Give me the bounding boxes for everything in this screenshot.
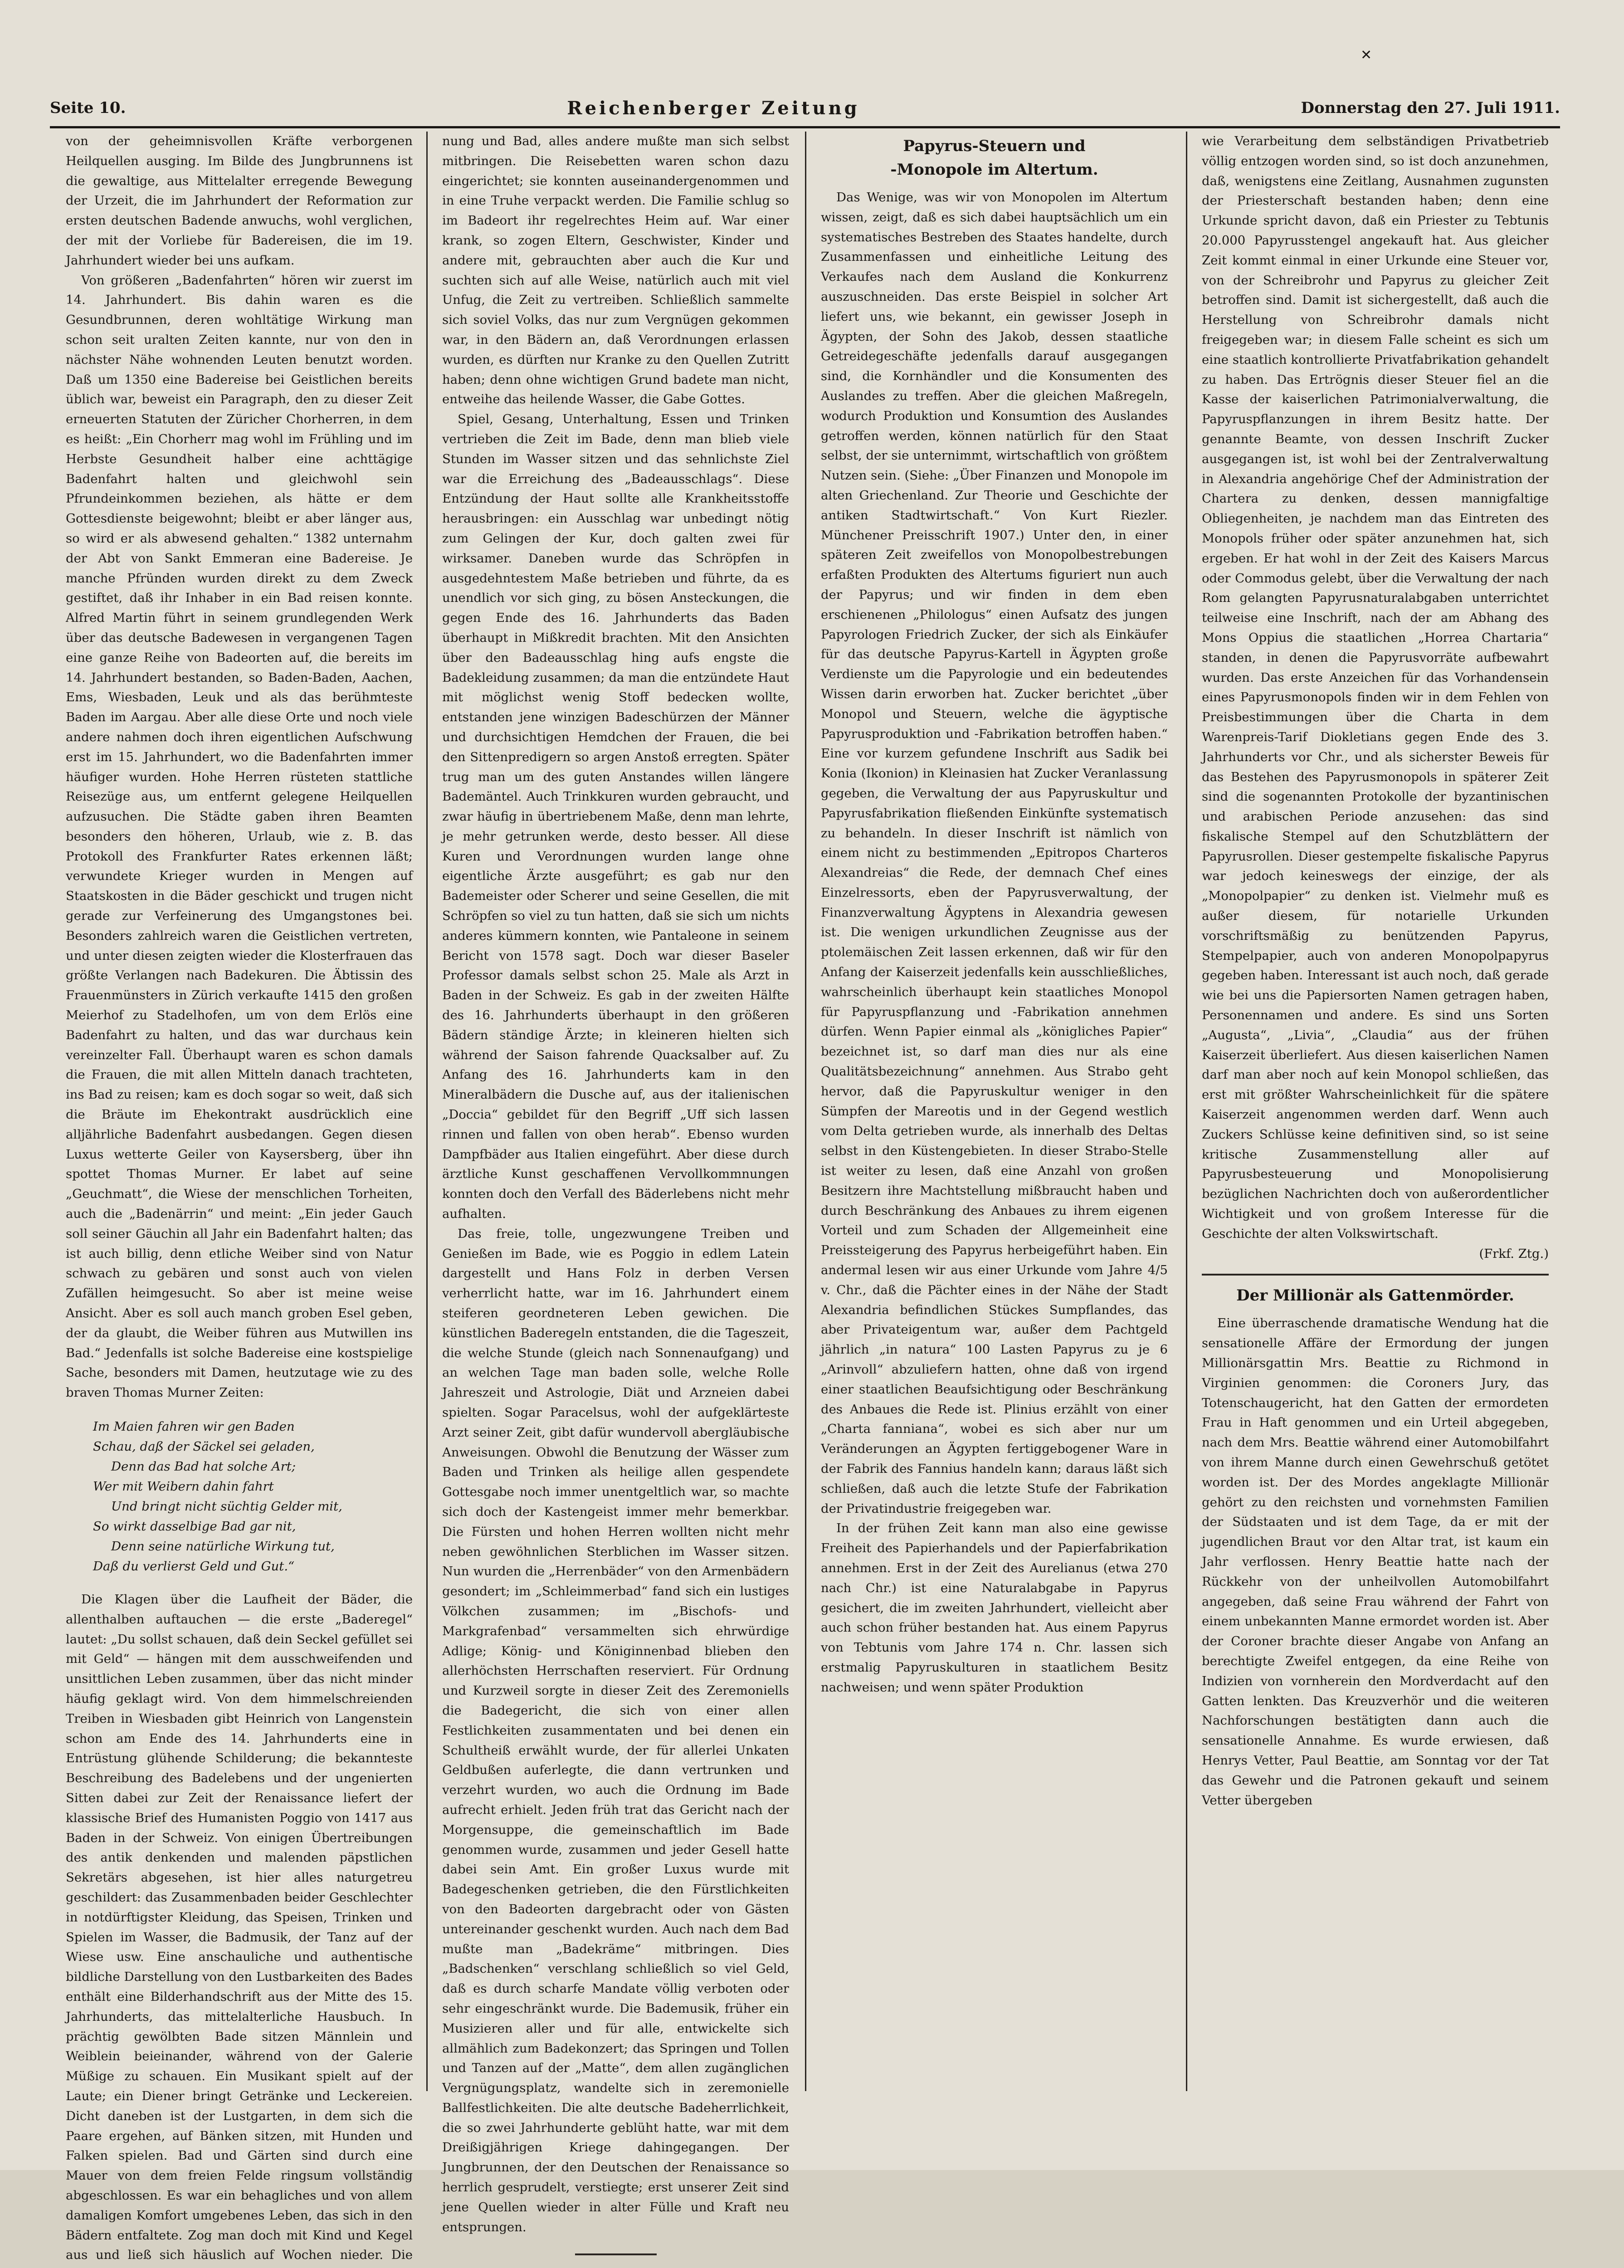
article-paragraph: wie Verarbeitung dem selbständigen Privatbetrieb völlig entzogen worden sind, so ist doch anzunehmen, daß, wenigstens eine Zeitlang, Ausnahmen zugunsten der Priesterschaft bestanden haben; denn eine Urkunde spricht davon, daß ein Priester zu Tebtunis 20.000 Papyrusstengel angekauft hat. Aus gleicher Zeit kommt einmal in einer Urkunde eine Steuer vor, von der Schreibrohr und Papyrus zu gleicher Zeit betroffen sind. Damit ist sichergestellt, daß auch die Herstellung von Schreibrohr damals nicht freigegeben war; in diesem Falle scheint es sich um eine staatlich kontrollierte Privatfabrikation gehandelt zu haben. Das Ertrögnis dieser Steuer fiel an die Kasse der kaiserlichen Patrimonialverwaltung, die Papyruspflanzungen in ihrem Besitz hatte. Der genannte Beamte, von dessen Inschrift Zucker ausgegangen ist, ist wohl bei der Zentralverwaltung in Alexandria angehörige Chef der Administration der Chartera zu denken, dessen mannigfaltige Obliegenheiten, je nachdem man das Eintreten des Monopols früher oder später anzunehmen hat, sich ergeben. Er hat wohl in der Zeit des Kaisers Marcus oder Commodus gelebt, über die Verwaltung der nach Rom gelangten Papyrusnaturalabgaben unterrichtet teilweise eine Inschrift, nach der am Abhang des Mons Oppius die staatlichen „Horrea Chartaria“ standen, in denen die Papyrusvorräte aufbewahrt wurden. Das erste Anzeichen für das Vorhandensein eines Papyrusmonopols finden wir in dem Fehlen von Preisbestimmungen über die Charta in dem Warenpreis-Tarif Diokletians gegen Ende des 3. Jahrhunderts vor Chr., und als sicherster Beweis für das Bestehen des Papyrusmonopols in späterer Zeit sind die sogenannten Protokolle der byzantinischen und arabischen Periode anzusehen: das sind fiskalische Stempel auf den Schutzblättern der Papyrusrollen. Dieser gestempelte fiskalische Papyrus war jedoch keineswegs der einzige, der als „Monopolpapier“ zu denken ist. Vielmehr muß es außer diesem, für notarielle Urkunden vorschriftsmäßig zu benützenden Papyrus, Stempelpapier, auch von anderen Monopolpapyrus gegeben haben. Interessant ist auch noch, daß gerade wie bei uns die Papiersorten Namen getragen haben, Personennamen und andere. Es sind uns Sorten „Augusta“, „Livia“, „Claudia“ aus der frühen Kaiserzeit überliefert. Aus diesen kaiserlichen Namen darf man aber noch auf kein Monopol schließen, das erst mit größter Wahrscheinlichkeit für die spätere Kaiserzeit angenommen werden darf. Wenn auch Zuckers Schlüsse keine definitiven sind, so ist seine kritische Zusammenstellung aller auf Papyrusbesteuerung und Monopolisierung bezüglichen Nachrichten doch von außerordentlicher Wichtigkeit und von großem Interesse für die Geschichte der alten Volkswirtschaft.	[1202, 134, 1549, 1241]
poem-line: Denn das Bad hat solche Art;	[111, 1459, 296, 1474]
article-paragraph: Das freie, tolle, ungezwungene Treiben und Genießen im Bade, wie es Poggio in edlem Latein dargestellt und Hans Folz in derben Versen verherrlicht hatte, war im 16. Jahrhundert einem steiferen geordneteren Leben gewichen. Die künstlichen Baderegeln entstanden, die die Tageszeit, die welche Stunde (gleich nach Sonnenaufgang) und an welchen Tage man baden solle, welche Rolle Jahreszeit und Astrologie, Diät und Arzneien dabei spielten. Sogar Paracelsus, wohl der aufgeklärteste Arzt seiner Zeit, gibt dafür wundervoll abergläubische Anweisungen. Obwohl die Benutzung der Wässer zum Baden und Trinken als heilige allen gespendete Gottesgabe noch immer unentgeltlich war, so machte sich doch der Kastengeist immer mehr bemerkbar. Die Fürsten und hohen Herren wollten nicht mehr neben gewöhnlichen Sterblichen im Wasser sitzen. Nun wurden die „Herrenbäder“ von den Armenbädern gesondert; im „Schleimmerbad“ fand sich ein lustiges Völkchen zusammen; im „Bischofs- und Markgrafenbad“ versammelten sich ehrwürdige Adlige; König- und Königinnenbad blieben den allerhöchsten Herrschaften reserviert. Für Ordnung und Kurzweil sorgte in dieser Zeit des Zeremoniells die Badegericht, die sich von einer allen Festlichkeiten zusammentaten und bei denen ein Schultheiß erwählt wurde, der für allerlei Unkaten Geldbußen auferlegte, die dann vertrunken und verzehrt wurden, wo auch die Ordnung im Bade aufrecht erhielt. Jeden früh trat das Gericht nach der Morgensuppe, die gemeinschaftlich im Bade genommen wurde, zusammen und jeder Gesell hatte dabei sein Amt. Ein großer Luxus wurde mit Badegeschenken getrieben, die den Fürstlichkeiten von den Badeorten dargebracht oder von Gästen untereinander geschenkt wurden. Auch nach dem Bad mußte man „Badekräme“ mitbringen. Dies „Badschenken“ verschlang schließlich so viel Geld, daß es durch scharfe Mandate völlig verboten oder sehr eingeschränkt wurde. Die Bademusik, früher ein Musizieren aller und für alle, entwickelte sich allmählich zum Badekonzert; das Springen und Tollen und Tanzen auf der „Matte“, dem allen zugänglichen Vergnügungsplatz, wandelte sich in zeremonielle Ballfestlichkeiten. Die alte deutsche Badeherrlichkeit, die so zwei Jahrhunderte geblüht hatte, war mit dem Dreißigjährigen Kriege dahingegangen. Der Jungbrunnen, der den Deutschen der Renaissance so herrlich gesprudelt, verstiegte; erst unserer Zeit sind jene Quellen wieder in alter Fülle und Kraft neu entsprungen.	[442, 1226, 789, 2234]
article-headline: Der Millionär als Gattenmörder.	[1236, 1286, 1514, 1305]
poem-line: So wirkt dasselbige Bad gar nit,	[93, 1519, 296, 1534]
column-rule	[426, 132, 428, 2091]
poem-line: Schau, daß der Säckel sei geladen,	[93, 1439, 315, 1454]
article-paragraph: Spiel, Gesang, Unterhaltung, Essen und Trinken vertrieben die Zeit im Bade, denn man blieb viele Stunden im Wasser sitzen und das sehnlichste Ziel war die Erreichung des „Badeausschlags“. Diese Entzündung der Haut sollte alle Krankheitsstoffe herausbringen: ein Ausschlag war unbedingt nötig zum Gelingen der Kur, doch galten zwei für wirksamer. Daneben wurde das Schröpfen in ausgedehntestem Maße betrieben und führte, da es unendlich vor sich ging, zu bösen Ansteckungen, die gegen Ende des 16. Jahrhunderts das Baden überhaupt in Mißkredit brachten. Mit den Ansichten über den Badeausschlag hing aufs engste die Badekleidung zusammen; da man die entzündete Haut mit möglichst wenig Stoff bedecken wollte, entstanden jene winzigen Badeschürzen der Männer und durchsichtigen Hemdchen der Frauen, die bei den Sittenpredigern so argen Anstoß erregten. Später trug man um des guten Anstandes willen längere Bademäntel. Auch Trinkkuren wurden gebraucht, und zwar häufig in übertriebenem Maße, denn man lehrte, je mehr getrunken werde, desto besser. All diese Kuren und Verordnungen wurden lange ohne eigentliche Ärzte ausgeführt; es gab nur den Bademeister oder Scherer und seine Gesellen, die mit Schröpfen so viel zu tun hatten, daß sie sich um nichts anderes kümmern konnten, wie Pantaleone in seinem Bericht von 1578 sagt. Doch war dieser Baseler Professor damals selbst schon 25. Male als Arzt in Baden in der Schweiz. Es gab in der zweiten Hälfte des 16. Jahrhunderts überhaupt in den größeren Bädern ständige Ärzte; in kleineren hielten sich während der Saison fahrende Quacksalber auf. Zu Anfang des 16. Jahrhunderts kam in den Mineralbädern die Dusche auf, aus der italienischen „Doccia“ gebildet für den Begriff „Uff sich lassen rinnen und fallen von oben herab“. Ebenso wurden Dampfbäder aus Italien eingeführt. Aber diese durch ärztliche Kunst geschaffenen Vervollkommnungen konnten doch den Verfall des Bäderlebens nicht mehr aufhalten.	[442, 412, 789, 1222]
headline-line: -Monopole im Altertum.	[890, 161, 1098, 179]
poem-line: Daß du verlierst Geld und Gut.“	[93, 1559, 295, 1574]
article-paragraph: nung und Bad, alles andere mußte man sich selbst mitbringen. Die Reisebetten waren schon dazu eingerichtet; sie konnten auseinandergenommen und in eine Truhe verpackt werden. Die Familie schlug so im Badeort ihr regelrechtes Heim auf. War einer krank, so zogen Eltern, Geschwister, Kinder und andere mit, gebrauchten aber auch die Kur und suchten sich auf alle Weise, natürlich auch mit viel Unfug, die Zeit zu vertreiben. Schließlich sammelte sich soviel Volks, das nur zum Vergnügen gekommen war, in den Bädern an, daß Verordnungen erlassen wurden, es dürften nur Kranke zu den Quellen Zutritt haben; denn ohne wichtigen Grund badete man nicht, entweihe das heilende Wasser, die Gabe Gottes.	[442, 134, 789, 407]
article-separator	[1202, 1274, 1549, 1276]
page-number: Seite 10.	[50, 99, 126, 117]
column-rule	[805, 132, 806, 2091]
poem-quote	[93, 1417, 413, 1576]
poem-line: Und bringt nicht süchtig Gelder mit,	[111, 1499, 342, 1514]
article-headline	[821, 134, 1168, 181]
column-4	[1202, 132, 1549, 2109]
page-header	[50, 94, 1560, 122]
headline-line: Papyrus-Steuern und	[903, 137, 1086, 155]
article-paragraph: Eine überraschende dramatische Wendung hat die sensationelle Affäre der Ermordung der jungen Millionärsgattin Mrs. Beattie zu Richmond in Virginien genommen: die Coroners Jury, das Totenschaugericht, hat den Gatten der ermordeten Frau in Haft genommen und ein Urteil abgegeben, nach dem Mrs. Beattie während einer Automobilfahrt von ihrem Manne durch einen Gewehrschuß getötet worden ist. Der des Mordes angeklagte Millionär gehört zu den reichsten und vornehmsten Familien der Südstaaten und ist dem Tage, da er mit der jugendlichen Braut vor den Altar trat, ist kaum ein Jahr verflossen. Henry Beattie hatte nach der Rückkehr von der unheilvollen Automobilfahrt angegeben, daß seine Frau während der Fahrt von einem unbekannten Manne ermordet worden ist. Aber der Coroner brachte dieser Angabe von Anfang an berechtigte Zweifel entgegen, da eine Reihe von Indizien von vornherein den Mordverdacht auf den Gatten lenkten. Das Kreuzverhör und die weiteren Nachforschungen bestätigten dann auch die sensationelle Annahme. Es wurde erwiesen, daß Henrys Vetter, Paul Beattie, am Sonntag vor der Tat das Gewehr und die Patronen gekauft und seinem Vetter übergeben	[1202, 1316, 1549, 1808]
poem-line: Wer mit Weibern dahin fahrt	[93, 1479, 274, 1494]
article-paragraph: Von größeren „Badenfahrten“ hören wir zuerst im 14. Jahrhundert. Bis dahin waren es die Gesundbrunnen, deren wohltätige Wirkung man schon seit uralten Zeiten kannte, nur von den in nächster Nähe wohnenden Leuten benutzt worden. Daß um 1350 eine Badereise bei Geistlichen bereits üblich war, beweist ein Paragraph, den zu dieser Zeit erneuerten Statuten der Züricher Chorherren, in dem es heißt: „Ein Chorherr mag wohl im Frühling und im Herbste Gesundheit halber eine achttägige Badenfahrt halten und gleichwohl sein Pfrundeinkommen beziehen, als hätte er dem Gottesdienste beigewohnt; bleibt er aber länger aus, so wird er als abwesend gehalten.“ 1382 unternahm der Abt von Sankt Emmeran eine Badereise. Je manche Pfründen wurden direkt zu dem Zweck gestiftet, daß ihr Inhaber in ein Bad reisen konnte. Alfred Martin führt in seinem grundlegenden Werk über das deutsche Badewesen in vergangenen Tagen eine ganze Reihe von Badeorten auf, die bereits im 14. Jahrhundert bestanden, so Baden-Baden, Aachen, Ems, Wiesbaden, Leuk und als das berühmteste Baden im Aargau. Aber alle diese Orte und noch viele andere nahmen doch ihren eigentlichen Aufschwung erst im 15. Jahrhundert, wo die Badenfahrten immer häufiger wurden. Hohe Herren rüsteten stattliche Reisezüge aus, um entfernt gelegene Heilquellen aufzusuchen. Die Städte gaben ihren Beamten besonders den höheren, Urlaub, wie z. B. das Protokoll des Frankfurter Rates erkennen läßt; verwundete Krieger wurden in Mengen auf Staatskosten in die Bäder geschickt und trugen nicht gerade zur Verfeinerung des Umgangstones bei. Besonders zahlreich waren die Geistlichen vertreten, und unter diesen zeigten wieder die Klosterfrauen das größte Verlangen nach Badekuren. Die Äbtissin des Frauenmünsters in Zürich verkaufte 1415 den großen Meierhof zu Stadelhofen, um von dem Erlös eine Badenfahrt zu halten, und das war durchaus kein vereinzelter Fall. Überhaupt waren es schon damals die Frauen, die mit allen Mitteln danach trachteten, ins Bad zu reisen; kam es doch sogar so weit, daß sich die Bräute im Ehekontrakt ausdrücklich eine alljährliche Badenfahrt ausbedangen. Gegen diesen Luxus wetterte Geiler von Kaysersberg, über ihn spottet Thomas Murner. Er labet auf seine „Geuchmatt“, die Wiese der menschlichen Torheiten, auch die „Badenärrin“ und meint: „Ein jeder Gauch soll seiner Gäuchin all Jahr ein Badenfahrt halten; das ist auch billig, denn etliche Weiber sind von Natur schwach zu gebären und sonst auch von vielen Zufällen heimgesucht. So aber ist meine weise Ansicht. Aber es soll auch manch groben Esel geben, der da glaubt, die Weiber führen aus Mutwillen ins Bad.“ Jedenfalls ist solche Badereise eine kostspielige Sache, besonders mit Damen, heutzutage wie zu des braven Thomas Murner Zeiten:	[66, 273, 413, 1400]
poem-line: Denn seine natürliche Wirkung tut,	[111, 1539, 335, 1554]
article-paragraph: In der frühen Zeit kann man also eine gewisse Freiheit des Papierhandels und der Papierfabrikation annehmen. Erst in der Zeit des Aurelianus (etwa 270 nach Chr.) ist eine Naturalabgabe in Papyrus gesichert, die im zweiten Jahrhundert, vielleicht aber auch schon früher bestanden hat. Aus einem Papyrus von Tebtunis vom Jahre 174 n. Chr. lassen sich erstmalig Papyruskulturen in staatlichem Besitz nachweisen; und wenn später Produktion	[821, 1521, 1168, 1695]
column-3	[821, 132, 1168, 2109]
article-paragraph: von der geheimnisvollen Kräfte verborgenen Heilquellen ausging. Im Bilde des Jungbrunnens ist die gewaltige, aus Mittelalter erregende Bewegung der Urzeit, die im Jahrhundert der Reformation zur ersten deutschen Badende anwuchs, wohl verglichen, der mit der Vorliebe für Badereisen, die im 19. Jahrhundert wieder bei uns aufkam.	[66, 134, 413, 268]
article-end-rule	[575, 2253, 657, 2255]
source-credit: (Frkf. Ztg.)	[1479, 1246, 1549, 1261]
corner-mark: ✕	[1361, 47, 1372, 63]
newspaper-title: Reichenberger Zeitung	[567, 97, 860, 119]
column-rule	[1186, 132, 1187, 2091]
column-1	[66, 132, 413, 2263]
article-paragraph: Die Klagen über die Laufheit der Bäder, die allenthalben auftauchen — die erste „Baderegel“ lautet: „Du sollst schauen, daß dein Seckel gefüllet sei mit Geld“ — hängen mit dem ausschweifenden und unsittlichen Leben zusammen, über das nicht minder häufig geklagt wird. Von dem himmelschreienden Treiben in Wiesbaden gibt Heinrich von Langenstein schon am Ende des 14. Jahrhunderts eine in Entrüstung glühende Schilderung; die bekannteste Beschreibung des Badelebens und der ungenierten Sitten dabei zur Zeit der Renaissance liefert der klassische Brief des Humanisten Poggio von 1417 aus Baden in der Schweiz. Von einigen Übertreibungen des antik denkenden und malenden päpstlichen Sekretärs abgesehen, ist hier alles naturgetreu geschildert: das Zusammenbaden beider Geschlechter in notdürftigster Kleidung, das Speisen, Trinken und Spielen im Wasser, die Badmusik, der Tanz auf der Wiese usw. Eine anschauliche und authentische bildliche Darstellung von den Lustbarkeiten des Bades enthält eine Bilderhandschrift aus der Mitte des 15. Jahrhunderts, das mittelalterliche Hausbuch. In prächtig gewölbten Bade sitzen Männlein und Weiblein beieinander, während von der Galerie Müßige zu schauen. Ein Musikant spielt auf der Laute; ein Diener bringt Getränke und Leckereien. Dicht daneben ist der Lustgarten, in dem sich die Paare ergehen, auf Bänken sitzen, mit Hunden und Falken spielen. Bad und Gärten sind durch eine Mauer von dem freien Felde ringsum vollständig abgeschlossen. Es war ein behagliches und von allem damaligen Komfort umgebenes Leben, das sich in den Bädern entfaltete. Zog man doch mit Kind und Kegel aus und ließ sich häuslich auf Wochen nieder. Die	[66, 1592, 413, 2263]
article-paragraph: Das Wenige, was wir von Monopolen im Altertum wissen, zeigt, daß es sich dabei hauptsächlich um ein systematisches Bestreben des Staates handelte, durch Zusammenfassen und einheitliche Leitung des Verkaufes nach dem Ausland die Konkurrenz auszuschneiden. Das erste Beispiel in solcher Art liefert uns, wie bekannt, ein gewisser Joseph in Ägypten, der Sohn des Jakob, dessen staatliche Getreidegeschäfte jedenfalls darauf ausgegangen sind, die Kornhändler und die Konsumenten des Auslandes zu treffen. Aber die gleichen Maßregeln, wodurch Produktion und Konsumtion des Auslandes getroffen werden, können natürlich für den Staat selbst, der sie unternimmt, wirtschaftlich von größtem Nutzen sein. (Siehe: „Über Finanzen und Monopole im alten Griechenland. Zur Theorie und Geschichte der antiken Stadtwirtschaft.“ Von Kurt Riezler. Münchener Preisschrift 1907.) Unter den, in einer späteren Zeit zweifellos von Monopolbestrebungen erfaßten Produkten des Altertums figuriert nun auch der Papyrus; und wir finden in dem eben erschienenen „Philologus“ einen Aufsatz des jungen Papyrologen Friedrich Zucker, der sich als Einkäufer für das deutsche Papyrus-Kartell in Ägypten große Verdienste um die Papyrologie und ein bedeutendes Wissen darin erworben hat. Zucker berichtet „über Monopol und Steuern, welche die ägyptische Papyrusproduktion und -Fabrikation betroffen haben.“ Eine vor kurzem gefundene Inschrift aus Sadik bei Konia (Ikonion) in Kleinasien hat Zucker Veranlassung gegeben, die Verwaltung der aus Papyruskultur und Papyrusfabrikation fließenden Einkünfte systematisch zu behandeln. In dieser Inschrift ist nämlich von einem nicht zu bestimmenden „Epitropos Charteros Alexandreias“ die Rede, der demnach Chef eines Einzelressorts, eben der Papyrusverwaltung, der Finanzverwaltung Ägyptens in Alexandria gewesen ist. Die wenigen urkundlichen Zeugnisse aus der ptolemäischen Zeit lassen erkennen, daß wir für den Anfang der Kaiserzeit jedenfalls kein ausschließliches, wahrscheinlich überhaupt kein staatliches Monopol für Papyruspflanzung und -Fabrikation annehmen dürfen. Wenn Papier einmal als „königliches Papier“ bezeichnet ist, so darf man dies nur als eine Qualitätsbezeichnung“ annehmen. Aus Strabo geht hervor, daß die Papyruskultur weniger in den Sümpfen der Mareotis und in der Gegend westlich vom Delta getrieben wurde, als innerhalb des Deltas selbst in den Küstengebieten. In dieser Strabo-Stelle ist weiter zu lesen, daß eine Anzahl von großen Besitzern ihre Machtstellung mißbraucht haben und durch Beschränkung des Anbaues zu ihrem eigenen Vorteil und zum Schaden der Allgemeinheit eine Preissteigerung des Papyrus herbeigeführt haben. Ein andermal lesen wir aus einer Urkunde vom Jahre 4/5 v. Chr., daß die Pächter eines in der Nähe der Stadt Alexandria befindlichen Stückes Sumpflandes, das aber Privateigentum war, außer dem Pachtgeld jährlich „in natura“ 100 Lasten Papyrus zu je 6 „Arinvoll“ abzuliefern hatten, ohne daß von irgend einer staatlichen Beaufsichtigung oder Beschränkung des Anbaues die Rede ist. Plinius erzählt von einer „Charta fanniana“, wobei es sich aber nur um Veränderungen an Ägypten fertiggebogener Ware in der Fabrik des Fannius handeln kann; daraus läßt sich schließen, daß auch die letzte Stufe der Fabrikation der Privatindustrie freigegeben war.	[821, 190, 1168, 1516]
poem-line: Im Maien fahren wir gen Baden	[93, 1419, 295, 1434]
issue-date: Donnerstag den 27. Juli 1911.	[1301, 99, 1560, 117]
header-rule	[50, 126, 1560, 128]
column-2	[442, 132, 789, 2234]
